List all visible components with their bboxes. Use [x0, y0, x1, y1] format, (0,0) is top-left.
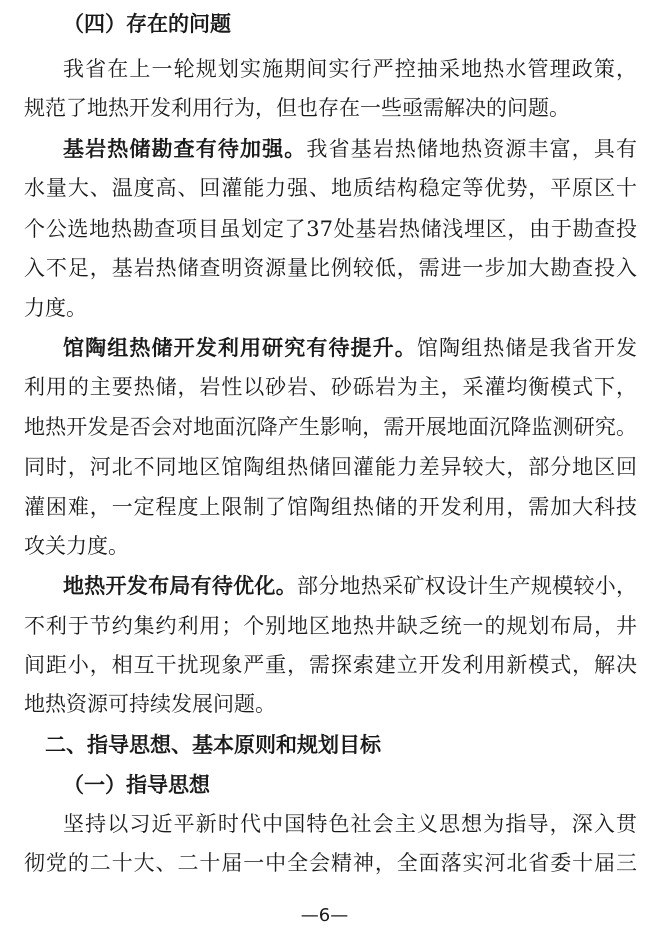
- line-text: 灌困难，一定程度上限制了馆陶组热储的开发利用，需加大科技: [24, 495, 637, 519]
- paragraph-line: [0, 453, 637, 481]
- subsection-heading-problems: [0, 10, 649, 38]
- heading-text: 二、指导思想、基本原则和规划目标: [45, 733, 381, 757]
- subsection-heading-guiding-thought: [0, 771, 649, 799]
- line-text: 地热资源可持续发展问题。: [24, 692, 276, 716]
- line-text: 攻关力度。: [24, 534, 129, 558]
- line-text: 我省在上一轮规划实施期间实行严控抽采地热水管理政策，: [63, 57, 637, 81]
- heading-text: （四）存在的问题: [63, 11, 231, 36]
- paragraph-line: [0, 215, 637, 243]
- paragraph-line: [0, 612, 637, 640]
- line-text: 馆陶组热储是我省开发: [416, 336, 638, 360]
- line-text: 彻党的二十大、二十届一中全会精神，全面落实河北省委十届三: [24, 851, 637, 875]
- paragraph-line: [0, 651, 637, 679]
- line-text: 我省基岩热储地热资源丰富，具有: [306, 137, 638, 161]
- paragraph-line: [0, 810, 637, 838]
- paragraph-line: [0, 334, 637, 362]
- line-text: 入不足，基岩热储查明资源量比例较低，需进一步加大勘查投入: [24, 256, 637, 280]
- line-text: 利用的主要热储，岩性以砂岩、砂砾岩为主，采灌均衡模式下，: [24, 375, 637, 399]
- paragraph-line: [0, 690, 649, 718]
- lead-sentence: 地热开发布局有待优化。: [63, 573, 297, 598]
- line-text: 地热开发是否会对地面沉降产生影响，需开展地面沉降监测研究。: [24, 415, 637, 439]
- paragraph-line: [0, 294, 649, 322]
- lead-sentence: 馆陶组热储开发利用研究有待提升。: [63, 335, 417, 360]
- section-heading-guiding: [0, 731, 649, 759]
- line-text: 个公选地热勘查项目虽划定了37处基岩热储浅埋区，由于勘查投: [24, 217, 637, 241]
- paragraph-line: [0, 413, 637, 441]
- line-text: 水量大、温度高、回灌能力强、地质结构稳定等优势，平原区十: [24, 176, 637, 200]
- line-text: 部分地热采矿权设计生产规模较小，: [296, 574, 638, 598]
- lead-sentence: 基岩热储勘查有待加强。: [63, 136, 307, 161]
- line-text: 力度。: [24, 296, 87, 320]
- paragraph-line: [0, 373, 637, 401]
- paragraph-line: [0, 174, 637, 202]
- line-text: 间距小，相互干扰现象严重，需探索建立开发利用新模式，解决: [24, 653, 637, 677]
- paragraph-line: [0, 849, 637, 877]
- paragraph-line: [0, 572, 637, 600]
- line-text: 规范了地热开发利用行为，但也存在一些亟需解决的问题。: [24, 96, 570, 120]
- paragraph-line: [0, 55, 637, 83]
- heading-text: （一）指导思想: [63, 772, 210, 797]
- paragraph-line: [0, 493, 637, 521]
- line-text: 不利于节约集约利用；个别地区地热井缺乏统一的规划布局，井: [24, 614, 637, 638]
- paragraph-line: [0, 135, 637, 163]
- line-text: 同时，河北不同地区馆陶组热储回灌能力差异较大，部分地区回: [24, 455, 637, 479]
- paragraph-line: [0, 254, 637, 282]
- page-number: —6—: [300, 905, 349, 926]
- paragraph-line: [0, 94, 649, 122]
- paragraph-line: [0, 532, 649, 560]
- line-text: 坚持以习近平新时代中国特色社会主义思想为指导，深入贯: [63, 812, 637, 836]
